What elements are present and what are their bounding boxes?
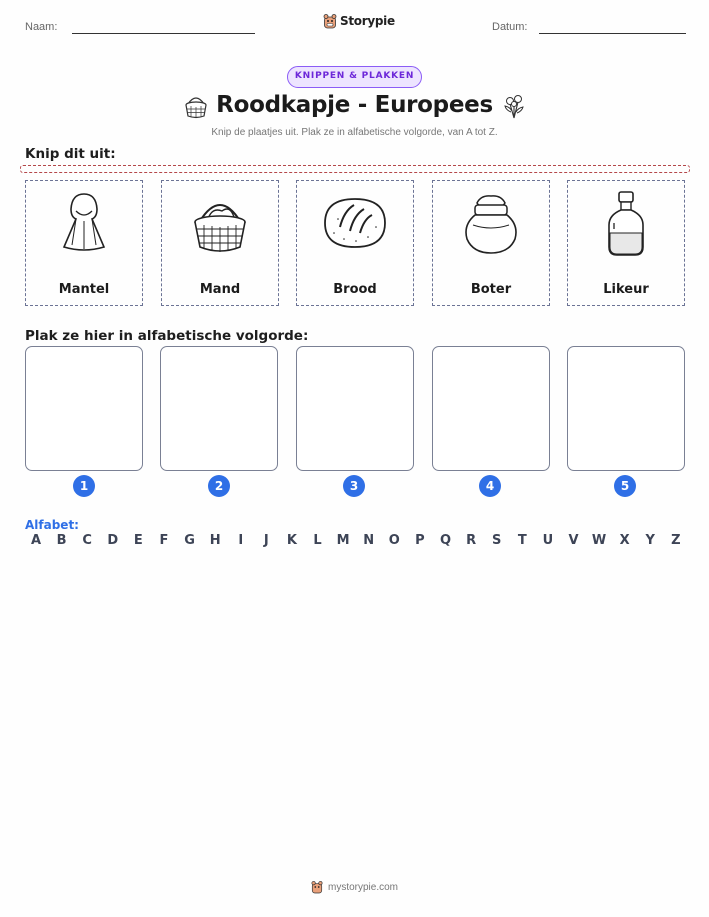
alphabet-letter: A <box>30 533 42 548</box>
storypie-logo <box>323 13 395 29</box>
alphabet-letter: H <box>209 533 221 548</box>
card-label: Boter <box>470 282 512 297</box>
date-line <box>539 33 686 34</box>
alphabet-letter: I <box>238 533 244 548</box>
slot-number-badge: 1 <box>73 475 95 497</box>
alphabet-letter: U <box>542 533 554 548</box>
storypie-mascot-icon <box>311 880 323 894</box>
alphabet-letter: T <box>517 533 527 548</box>
cut-card-boter[interactable] <box>432 180 550 306</box>
flowers-icon <box>500 92 528 120</box>
footer <box>0 880 709 894</box>
logo-text: Storypie <box>340 14 395 28</box>
slot-number-badge: 5 <box>614 475 636 497</box>
card-label: Mantel <box>58 282 110 297</box>
instructions: Knip de plaatjes uit. Plak ze in alfabetische volgorde, van A tot Z. <box>211 127 498 138</box>
activity-badge: KNIPPEN & PLAKKEN <box>287 66 422 88</box>
paste-slot-4[interactable] <box>432 346 550 471</box>
basket-icon <box>188 189 252 259</box>
alphabet-row <box>25 533 687 548</box>
cut-card-mantel[interactable] <box>25 180 143 306</box>
paste-slot-3[interactable] <box>296 346 414 471</box>
alphabet-letter: M <box>336 533 350 548</box>
alphabet-letter: D <box>107 533 119 548</box>
alphabet-letter: C <box>82 533 92 548</box>
slot-number-badge: 3 <box>343 475 365 497</box>
alphabet-letter: X <box>619 533 630 548</box>
card-label: Mand <box>199 282 241 297</box>
cut-section-label: Knip dit uit: <box>25 146 116 162</box>
cut-line <box>20 165 690 173</box>
alphabet-letter: Q <box>439 533 452 548</box>
page-title: Roodkapje - Europees <box>216 92 493 118</box>
alphabet-letter: B <box>56 533 67 548</box>
paste-slot-2[interactable] <box>160 346 278 471</box>
card-label: Brood <box>333 282 377 297</box>
alphabet-letter: V <box>568 533 579 548</box>
alphabet-letter: E <box>133 533 143 548</box>
alphabet-letter: J <box>263 533 269 548</box>
footer-url: mystorypie.com <box>327 881 398 893</box>
alphabet-letter: Y <box>645 533 655 548</box>
name-label: Naam: <box>25 21 58 33</box>
alphabet-letter: S <box>492 533 502 548</box>
liqueur-bottle-icon <box>601 189 651 259</box>
alphabet-letter: R <box>466 533 477 548</box>
alphabet-letter: N <box>363 533 375 548</box>
name-line <box>72 33 255 34</box>
alphabet-letter: W <box>591 533 607 548</box>
slot-number-badge: 2 <box>208 475 230 497</box>
butter-jar-icon <box>459 189 523 259</box>
alphabet-letter: L <box>313 533 322 548</box>
alphabet-letter: O <box>388 533 400 548</box>
cut-card-mand[interactable] <box>161 180 279 306</box>
cut-card-likeur[interactable] <box>567 180 685 306</box>
cut-card-brood[interactable] <box>296 180 414 306</box>
date-label: Datum: <box>492 21 528 33</box>
alphabet-letter: K <box>286 533 297 548</box>
alphabet-letter: G <box>184 533 195 548</box>
bread-icon <box>320 189 390 259</box>
alphabet-letter: P <box>415 533 425 548</box>
paste-slot-5[interactable] <box>567 346 685 471</box>
slot-number-badge: 4 <box>479 475 501 497</box>
paste-section-label: Plak ze hier in alfabetische volgorde: <box>25 328 309 344</box>
storypie-mascot-icon <box>323 13 337 29</box>
alphabet-label: Alfabet: <box>25 518 79 532</box>
card-label: Likeur <box>603 282 649 297</box>
cloak-icon <box>54 189 114 259</box>
alphabet-letter: F <box>159 533 169 548</box>
paste-slot-1[interactable] <box>25 346 143 471</box>
alphabet-letter: Z <box>671 533 681 548</box>
